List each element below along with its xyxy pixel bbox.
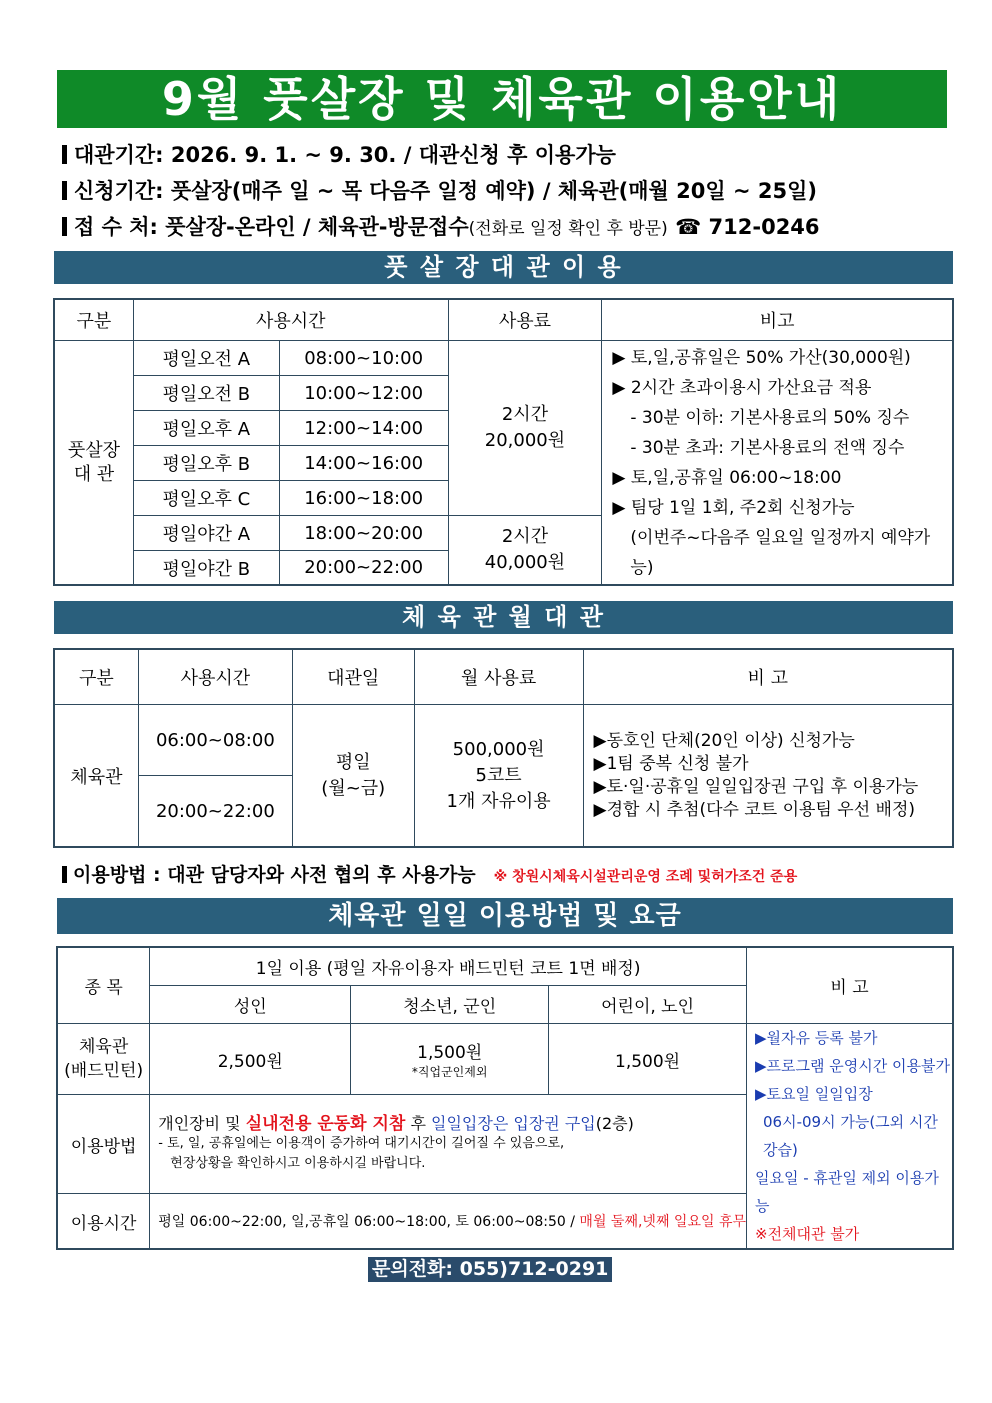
header-category: 구분	[55, 300, 134, 341]
bullet-mark	[62, 181, 67, 200]
slot-label: 평일오후 C	[133, 481, 279, 516]
group-child: 어린이, 노인	[549, 986, 747, 1024]
group-adult: 성인	[150, 986, 351, 1024]
gym-daily-table	[57, 947, 953, 1249]
info-reception: 접 수 처: 풋살장-온라인 / 체육관-방문접수(전화로 일정 확인 후 방문) ☎ 712-0246	[62, 211, 820, 241]
usage-method-line: 이용방법 : 대관 담당자와 사전 협의 후 사용가능 ※ 창원시체육시설관리운영 조례 및허가조건 준용	[62, 860, 797, 887]
slot-time: 12:00~14:00	[279, 411, 448, 446]
info-application-period: 신청기간: 풋살장(매주 일 ~ 목 다음주 일정 예약) / 체육관(매월 20일 ~ 25일)	[62, 175, 817, 205]
futsal-notes: ▶ 토,일,공휴일은 50% 가산(30,000원) ▶ 2시간 초과이용시 가산요금 적용 - 30분 이하: 기본사용료의 50% 징수 - 30분 초과: 기본사용료의 전액 징수 ▶ 토,일,공휴일 06:00~18:00 ▶ 팀당 1일 1회, 주2회 신청가능 (이번주~다음주 일요일 일정까지 예약가능)	[602, 341, 953, 585]
header-note: 비 고	[747, 948, 953, 1024]
header-note: 비고	[602, 300, 953, 341]
hours-row-label: 이용시간	[58, 1194, 150, 1249]
phone-number: ☎ 712-0246	[675, 215, 820, 239]
futsal-table	[54, 299, 953, 585]
fee-day: 2시간 20,000원	[448, 341, 602, 516]
method-row-label: 이용방법	[58, 1095, 150, 1194]
gym-category: 체육관	[55, 705, 139, 847]
slot-time: 10:00~12:00	[279, 376, 448, 411]
fee-night: 2시간 40,000원	[448, 516, 602, 585]
gym-time-evening: 20:00~22:00	[138, 776, 292, 847]
slot-time: 16:00~18:00	[279, 481, 448, 516]
header-fee: 사용료	[448, 300, 602, 341]
slot-label: 평일오전 B	[133, 376, 279, 411]
slot-label: 평일오후 B	[133, 446, 279, 481]
header-time: 사용시간	[133, 300, 448, 341]
header-usage: 1일 이용 (평일 자유이용자 배드민턴 코트 1면 배정)	[150, 948, 747, 986]
gym-monthly-section-title: 체 육 관 월 대 관	[54, 601, 953, 634]
slot-label: 평일야간 A	[133, 516, 279, 551]
slot-time: 08:00~10:00	[279, 341, 448, 376]
method-row-content: 개인장비 및 실내전용 운동화 지참 후 일일입장은 입장권 구입(2층) - 토, 일, 공휴일에는 이용객이 증가하여 대기시간이 길어질 수 있음으로, 현장상황을 확인하시고 이용하시길 바랍니다.	[150, 1095, 747, 1194]
gym-time-morning: 06:00~08:00	[138, 705, 292, 776]
fee-adult: 2,500원	[150, 1024, 351, 1095]
header-time: 사용시간	[138, 650, 292, 705]
gym-daily-notes: ▶월자유 등록 불가 ▶프로그램 운영시간 이용불가 ▶토요일 일일입장 06시-09시 가능(그외 시간 강습) 일요일 - 휴관일 제외 이용가능 ※전체대관 불가	[747, 1024, 953, 1249]
regulation-warning: ※ 창원시체육시설관리운영 조례 및허가조건 준용	[493, 869, 798, 885]
slot-time: 18:00~20:00	[279, 516, 448, 551]
futsal-section-title: 풋 살 장 대 관 이 용	[54, 251, 953, 284]
header-day: 대관일	[292, 650, 414, 705]
header-note: 비 고	[583, 650, 952, 705]
slot-label: 평일오전 A	[133, 341, 279, 376]
futsal-category: 풋살장 대 관	[55, 341, 134, 585]
bullet-mark	[62, 145, 67, 164]
header-category: 구분	[55, 650, 139, 705]
gym-days: 평일 (월~금)	[292, 705, 414, 847]
bullet-mark	[62, 217, 67, 236]
info-rental-period: 대관기간: 2026. 9. 1. ~ 9. 30. / 대관신청 후 이용가능	[62, 139, 616, 169]
header-fee: 월 사용료	[414, 650, 583, 705]
fee-child: 1,500원	[549, 1024, 747, 1095]
gym-fee: 500,000원 5코트 1개 자유이용	[414, 705, 583, 847]
slot-label: 평일야간 B	[133, 551, 279, 585]
bullet-mark	[62, 866, 67, 883]
gym-monthly-table	[54, 649, 953, 847]
fee-youth: 1,500원 *직업군인제외	[351, 1024, 549, 1095]
gym-monthly-notes: ▶동호인 단체(20인 이상) 신청가능 ▶1팀 중복 신청 불가 ▶토·일·공휴일 일일입장권 구입 후 이용가능 ▶경합 시 추첨(다수 코트 이용팀 우선 배정)	[583, 705, 952, 847]
fee-row-label: 체육관 (배드민턴)	[58, 1024, 150, 1095]
contact-phone: 문의전화: 055)712-0291	[368, 1257, 612, 1282]
header-item: 종 목	[58, 948, 150, 1024]
gym-daily-section-title: 체육관 일일 이용방법 및 요금	[57, 898, 953, 934]
slot-time: 20:00~22:00	[279, 551, 448, 585]
slot-label: 평일오후 A	[133, 411, 279, 446]
slot-time: 14:00~16:00	[279, 446, 448, 481]
hours-row-content: 평일 06:00~22:00, 일,공휴일 06:00~18:00, 토 06:00~08:50 / 매월 둘째,넷째 일요일 휴무	[150, 1194, 747, 1249]
group-youth: 청소년, 군인	[351, 986, 549, 1024]
page-title: 9월 풋살장 및 체육관 이용안내	[57, 70, 947, 128]
